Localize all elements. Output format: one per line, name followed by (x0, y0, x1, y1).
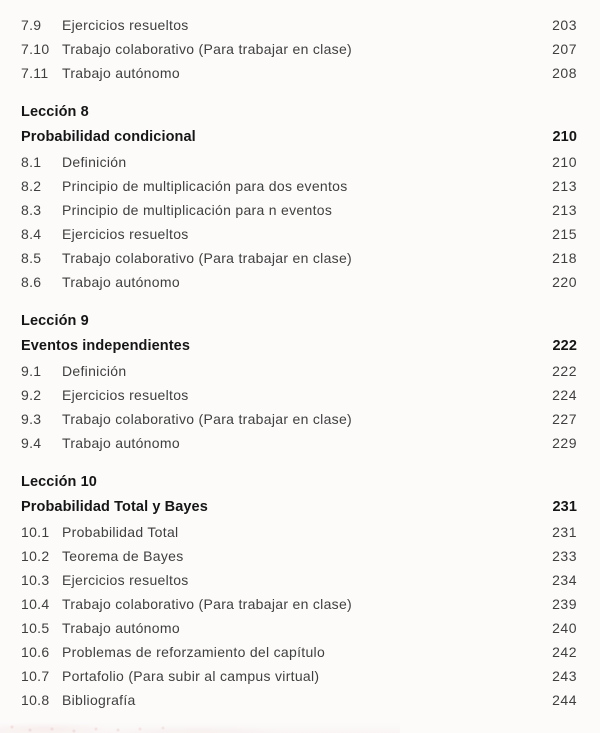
entry-page: 207 (552, 41, 577, 57)
toc-entry (21, 270, 577, 294)
lesson-heading: Lección 9 (21, 313, 89, 329)
entry-label: Ejercicios resueltos (62, 572, 189, 588)
entry-number: 8.2 (21, 178, 42, 194)
entry-number: 8.1 (21, 154, 42, 170)
entry-label: Trabajo colaborativo (Para trabajar en clase) (62, 41, 353, 57)
entry-number: 10.1 (21, 524, 50, 540)
toc-entry (21, 592, 577, 616)
chapter-title-row (21, 334, 577, 359)
toc-entry (21, 359, 577, 383)
toc-entry (21, 520, 577, 544)
toc-entry (21, 688, 577, 712)
entry-number: 8.4 (21, 226, 42, 242)
entry-label: Trabajo autónomo (62, 435, 180, 451)
scan-noise-artifact (0, 717, 400, 733)
toc-entry (21, 13, 577, 37)
entry-page: 208 (552, 65, 577, 81)
chapter-page: 231 (552, 499, 577, 515)
entry-number: 10.6 (21, 644, 50, 660)
entry-number: 10.2 (21, 548, 50, 564)
entry-label: Portafolio (Para subir al campus virtual) (62, 668, 320, 684)
entry-number: 9.2 (21, 387, 42, 403)
toc-entry (21, 431, 577, 455)
entry-page: 220 (552, 274, 577, 290)
entry-number: 8.6 (21, 274, 42, 290)
chapter-title: Probabilidad condicional (21, 129, 196, 145)
entry-page: 224 (552, 387, 577, 403)
toc-entry (21, 174, 577, 198)
entry-number: 10.3 (21, 572, 50, 588)
entry-label: Trabajo autónomo (62, 274, 180, 290)
entry-page: 229 (552, 435, 577, 451)
entry-page: 218 (552, 250, 577, 266)
entry-label: Principio de multiplicación para n eventos (62, 202, 333, 218)
entry-number: 10.7 (21, 668, 50, 684)
entry-number: 10.5 (21, 620, 50, 636)
toc-entry (21, 407, 577, 431)
entry-number: 8.5 (21, 250, 42, 266)
toc-entry (21, 544, 577, 568)
entry-page: 240 (552, 620, 577, 636)
entry-number: 9.1 (21, 363, 42, 379)
toc-entry (21, 222, 577, 246)
chapter-title-row (21, 125, 577, 150)
toc-section-lesson-10 (21, 470, 577, 712)
entry-label: Trabajo colaborativo (Para trabajar en clase) (62, 250, 353, 266)
entry-number: 7.11 (21, 65, 49, 81)
entry-label: Definición (62, 363, 127, 379)
entry-label: Principio de multiplicación para dos eventos (62, 178, 348, 194)
entry-label: Bibliografía (62, 692, 136, 708)
lesson-heading: Lección 10 (21, 474, 97, 490)
entry-page: 213 (552, 202, 577, 218)
entry-page: 210 (552, 154, 577, 170)
entry-label: Ejercicios resueltos (62, 226, 189, 242)
entry-number: 9.3 (21, 411, 42, 427)
entry-label: Ejercicios resueltos (62, 387, 189, 403)
entry-page: 244 (552, 692, 577, 708)
entry-page: 222 (552, 363, 577, 379)
entry-label: Teorema de Bayes (62, 548, 184, 564)
entry-page: 234 (552, 572, 577, 588)
entry-label: Definición (62, 154, 127, 170)
toc-section-lesson-9 (21, 309, 577, 455)
toc-section-lesson-8 (21, 100, 577, 294)
toc-entry (21, 37, 577, 61)
toc-entry (21, 664, 577, 688)
entry-number: 8.3 (21, 202, 42, 218)
toc-entry (21, 640, 577, 664)
toc-entry (21, 568, 577, 592)
entry-label: Trabajo autónomo (62, 65, 180, 81)
entry-number: 10.8 (21, 692, 50, 708)
toc-entry (21, 150, 577, 174)
entry-page: 242 (552, 644, 577, 660)
entry-label: Trabajo colaborativo (Para trabajar en clase) (62, 596, 353, 612)
entry-page: 233 (552, 548, 577, 564)
toc-entry (21, 61, 577, 85)
entry-number: 10.4 (21, 596, 50, 612)
entry-page: 243 (552, 668, 577, 684)
entry-page: 213 (552, 178, 577, 194)
toc-entry (21, 383, 577, 407)
chapter-title: Probabilidad Total y Bayes (21, 499, 208, 515)
chapter-page: 222 (552, 338, 577, 354)
lesson-heading: Lección 8 (21, 104, 89, 120)
entry-label: Trabajo colaborativo (Para trabajar en clase) (62, 411, 353, 427)
entry-number: 9.4 (21, 435, 42, 451)
entry-page: 231 (552, 524, 577, 540)
entry-label: Ejercicios resueltos (62, 17, 189, 33)
chapter-page: 210 (552, 129, 577, 145)
chapter-title-row (21, 495, 577, 520)
entry-number: 7.10 (21, 41, 50, 57)
entry-page: 215 (552, 226, 577, 242)
entry-number: 7.9 (21, 17, 42, 33)
entry-label: Trabajo autónomo (62, 620, 180, 636)
entry-label: Problemas de reforzamiento del capítulo (62, 644, 326, 660)
entry-page: 203 (552, 17, 577, 33)
toc-entry (21, 246, 577, 270)
entry-page: 227 (552, 411, 577, 427)
chapter-title: Eventos independientes (21, 338, 190, 354)
toc-entry (21, 198, 577, 222)
entry-label: Probabilidad Total (62, 524, 179, 540)
toc-entry (21, 616, 577, 640)
entry-page: 239 (552, 596, 577, 612)
